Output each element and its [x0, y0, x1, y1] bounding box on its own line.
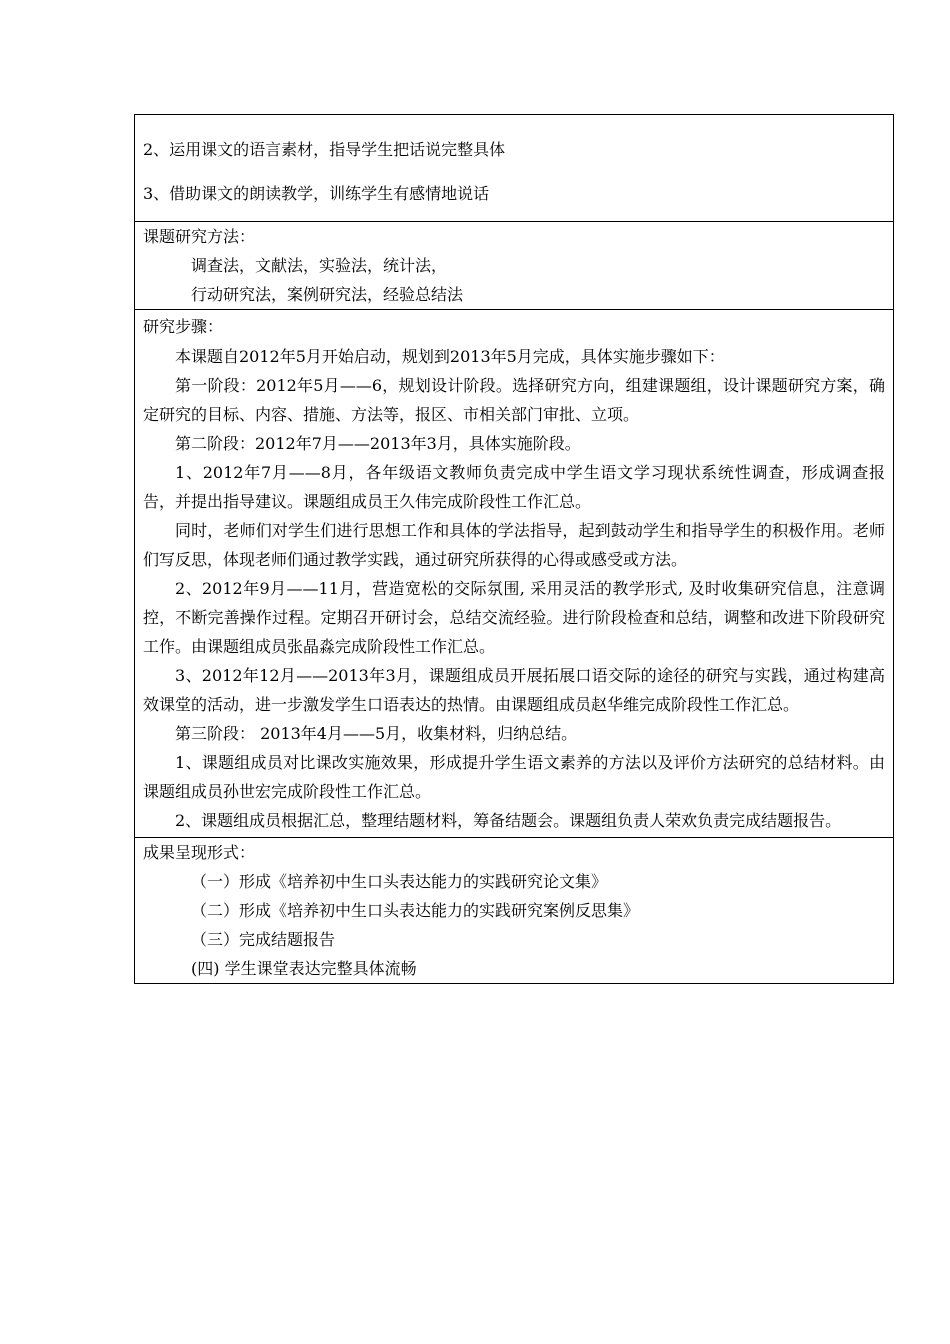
steps-heading: 研究步骤：	[143, 317, 224, 336]
steps-paragraph: 第二阶段：2012年7月——2013年3月，具体实施阶段。	[175, 434, 581, 453]
methods-section	[135, 222, 893, 310]
methods-heading: 课题研究方法：	[143, 227, 256, 246]
steps-section	[135, 310, 893, 838]
steps-paragraph: 1、课题组成员对比课改实施效果，形成提升学生语文素养的方法以及评价方法研究的总结材料。由课题组成员孙世宏完成阶段性工作汇总。	[143, 753, 885, 801]
goal-item-3: 3、借助课文的朗读教学，训练学生有感情地说话	[143, 184, 490, 203]
results-item-2-pre: （二）形成《培养初中生口头表达能力的	[191, 901, 480, 920]
steps-paragraph: 本课题自2012年5月开始启动，规划到2013年5月完成，具体实施步骤如下：	[175, 347, 725, 366]
goal-item-2: 2、运用课文的语言素材，指导学生把话说完整具体	[143, 140, 506, 159]
methods-line-2: 行动研究法，案例研究法，经验总结法	[191, 285, 464, 304]
results-item-1	[143, 867, 885, 896]
results-item-1-post: 论文集》	[543, 872, 608, 891]
methods-line-1: 调查法，文献法，实验法，统计法，	[191, 256, 448, 275]
results-item-3: （三）完成结题报告	[191, 930, 336, 949]
document-table	[134, 114, 894, 984]
results-item-1-pre: （一）形成《培养初中生口头表达能力的	[191, 872, 480, 891]
steps-paragraph: 2、课题组成员根据汇总，整理结题材料，筹备结题会。课题组负责人荣欢负责完成结题报告。	[175, 811, 842, 830]
results-section	[135, 838, 893, 983]
results-item-2-bold: 实践研究	[479, 901, 544, 920]
results-item-1-bold: 实践研究	[479, 872, 544, 891]
results-heading: 成果呈现形式：	[143, 843, 256, 862]
results-item-4: (四) 学生课堂表达完整具体流畅	[191, 959, 417, 978]
steps-paragraph: 3、2012年12月——2013年3月，课题组成员开展拓展口语交际的途径的研究与实践，通过构建高效课堂的活动，进一步激发学生口语表达的热情。由课题组成员赵华维完成阶段性工作汇总。	[143, 666, 885, 714]
steps-paragraph: 1、2012年7月——8月，各年级语文教师负责完成中学生语文学习现状系统性调查，形成调查报告，并提出指导建议。课题组成员王久伟完成阶段性工作汇总。	[143, 463, 885, 511]
steps-paragraph: 同时，老师们对学生们进行思想工作和具体的学法指导，起到鼓动学生和指导学生的积极作用。老师们写反思，体现老师们通过教学实践，通过研究所获得的心得或感受或方法。	[143, 521, 885, 569]
results-item-2-post: 案例反思集》	[543, 901, 640, 920]
results-item-2	[143, 896, 885, 925]
goals-section	[135, 115, 893, 222]
steps-paragraph: 2、2012年9月——11月，营造宽松的交际氛围, 采用灵活的教学形式, 及时收集研究信息，注意调控，不断完善操作过程。定期召开研讨会，总结交流经验。进行阶段检查和总结，调整和改进下阶段研究工作。由课题组成员张晶淼完成阶段性工作汇总。	[143, 579, 885, 656]
steps-paragraph: 第三阶段： 2013年4月——5月，收集材料，归纳总结。	[175, 724, 578, 743]
steps-paragraph: 第一阶段：2012年5月——6，规划设计阶段。选择研究方向，组建课题组，设计课题研究方案，确定研究的目标、内容、措施、方法等，报区、市相关部门审批、立项。	[143, 376, 885, 424]
